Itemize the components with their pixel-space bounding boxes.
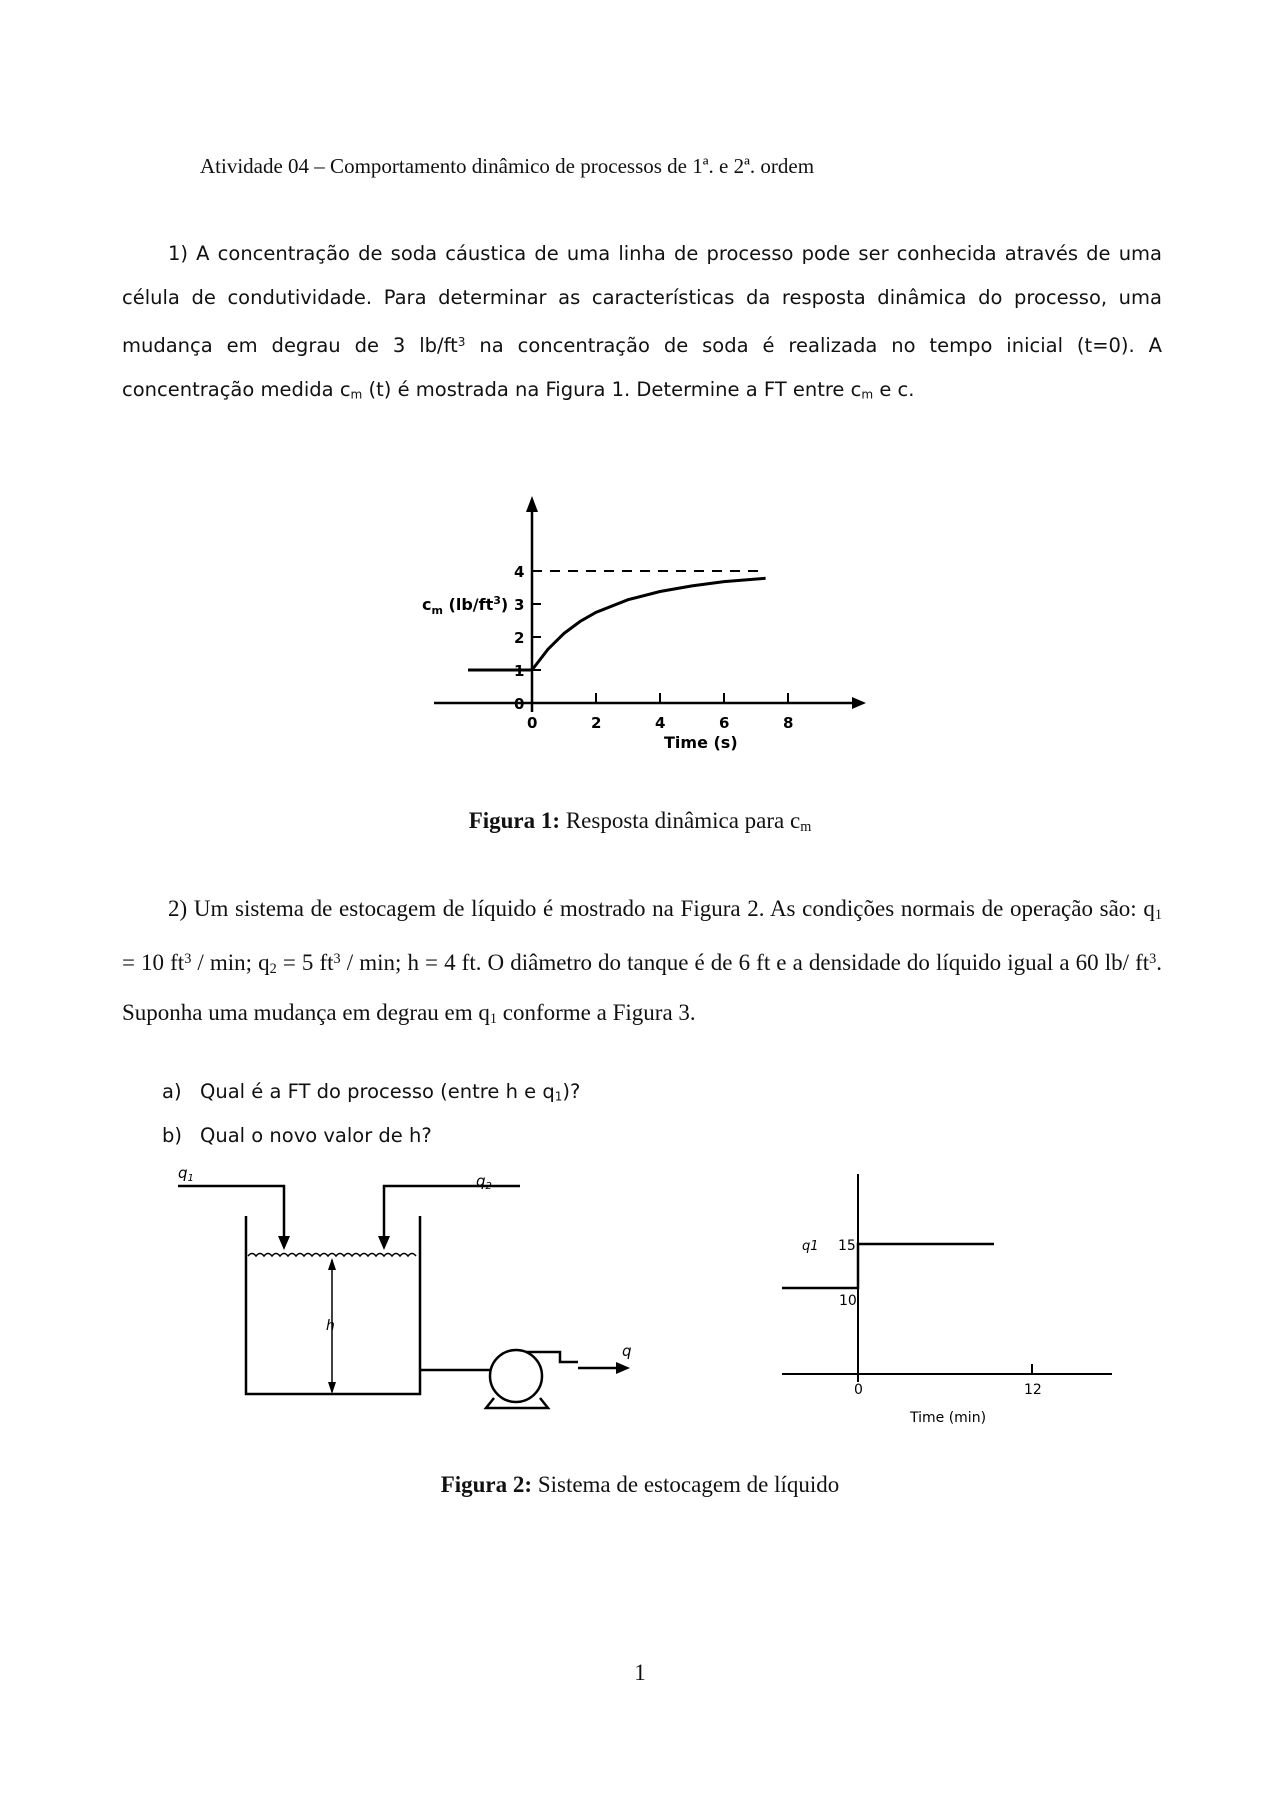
chart-y-tick-label-0: 0: [514, 695, 525, 713]
q1-subscript-2: m: [861, 387, 874, 402]
tank-diagram: [160, 1160, 640, 1430]
chart-y-tick-label-1: 1: [514, 662, 525, 680]
q1-subscript: m: [350, 387, 363, 402]
level-h-arrow-bottom: [328, 1382, 336, 1394]
q2-sup-1: 3: [184, 950, 192, 967]
inlet-q1-pipe: [178, 1186, 284, 1240]
item-a-marker: a): [162, 1080, 182, 1103]
chart-x-tick-label-0: 0: [527, 714, 538, 732]
pump-icon: [490, 1350, 542, 1402]
q2-sup-3: 3: [1149, 950, 1157, 967]
chart-y-tick-label-2: 2: [514, 629, 525, 647]
q2-text-f: . Suponha uma mudança em degrau em q: [122, 949, 1162, 1025]
figure-1-chart: [420, 490, 900, 770]
q2-sub-3: 1: [489, 1010, 498, 1027]
step-input-chart: [760, 1160, 1140, 1440]
tank-label-q: q: [622, 1342, 632, 1360]
question-1-paragraph: [122, 232, 1162, 416]
q1-text-part-c: (t) é mostrada na Figura 1. Determine a FT entre c: [362, 378, 862, 402]
figure-2-caption-label: Figura 2:: [440, 1472, 533, 1497]
chart-y-tick-label-3: 3: [514, 596, 525, 614]
item-a-end: )?: [562, 1080, 581, 1103]
figure-1-caption: [0, 808, 1280, 836]
chart-x-label: Time (s): [664, 733, 738, 752]
chart-y-axis-arrow: [526, 496, 538, 512]
q2-text-g: conforme a Figura 3.: [497, 999, 696, 1025]
step-low-value: 10: [839, 1293, 857, 1309]
chart-x-axis-arrow: [852, 697, 866, 709]
inlet-q2-pipe: [384, 1186, 520, 1240]
step-high-value: 15: [838, 1238, 856, 1254]
item-b-marker: b): [162, 1124, 182, 1147]
level-h-arrow-top: [328, 1258, 336, 1270]
step-y-label: q1: [802, 1239, 819, 1254]
q2-sub-2: 2: [269, 960, 277, 977]
q1-superscript: 3: [457, 335, 466, 349]
figure-2-caption: [0, 1472, 1280, 1498]
step-x-twelve: 12: [1024, 1382, 1042, 1398]
chart-y-tick-label-4: 4: [514, 563, 525, 581]
q1-text-part-a: 1) A concentração de soda cáustica de uma linha de processo pode ser conhecida através de uma célula de condutividade. Para determinar as características da resposta dinâmica do processo, uma mudança em degrau de 3 lb/ft: [122, 242, 1162, 358]
tank-label-h: h: [326, 1318, 335, 1334]
tank-label-q1: $q_1$: [178, 1164, 194, 1184]
page-title: Atividade 04 – Comportamento dinâmico de processos de 1ª. e 2ª. ordem: [200, 154, 815, 178]
q2-text-d: = 5 ft: [276, 949, 334, 975]
figure-1-caption-sub: m: [800, 818, 812, 835]
q2-sub-1: 1: [1154, 906, 1162, 923]
chart-y-label: $c_m$ $(lb/ft^3)$: [422, 594, 509, 617]
chart-x-tick-label-8: 8: [783, 714, 794, 732]
page-number: 1: [634, 1660, 646, 1685]
q2-text-c: / min; q: [191, 949, 270, 975]
q1-text-part-b: na concentração de soda é realizada no tempo inicial (t=0). A concentração medida c: [122, 334, 1163, 402]
item-a-sub: 1: [554, 1089, 563, 1104]
outlet-q-arrow: [616, 1362, 630, 1374]
liquid-surface: [248, 1254, 416, 1257]
chart-response-curve: [468, 578, 766, 670]
q2-text-a: 2) Um sistema de estocagem de líquido é mostrado na Figura 2. As condições normais de operação são: q: [168, 896, 1155, 921]
question-2-paragraph: [122, 887, 1162, 1041]
step-x-zero: 0: [854, 1382, 863, 1398]
item-b: [162, 1114, 580, 1158]
tank-walls: [246, 1216, 420, 1394]
item-a-text: Qual é a FT do processo (entre h e q: [200, 1080, 555, 1103]
question-2-items: [162, 1070, 580, 1158]
q2-text-b: = 10 ft: [122, 949, 185, 975]
item-a: [162, 1070, 580, 1114]
item-b-text: Qual o novo valor de h?: [200, 1124, 432, 1147]
chart-x-tick-label-4: 4: [655, 714, 666, 732]
chart-x-tick-label-6: 6: [719, 714, 730, 732]
q1-text-part-d: e c.: [873, 378, 915, 402]
q2-sup-2: 3: [333, 950, 341, 967]
figure-1-caption-label: Figura 1:: [468, 808, 561, 833]
q2-text-e: / min; h = 4 ft. O diâmetro do tanque é de 6 ft e a densidade do líquido igual a 60 lb/ ft: [340, 949, 1150, 975]
chart-x-tick-label-2: 2: [591, 714, 602, 732]
inlet-q2-arrow: [378, 1236, 390, 1250]
step-x-label: Time (min): [910, 1410, 987, 1426]
figure-1-caption-text: Resposta dinâmica para c: [560, 808, 801, 833]
figure-2-caption-text: Sistema de estocagem de líquido: [532, 1472, 840, 1497]
inlet-q1-arrow: [278, 1236, 290, 1250]
tank-label-q2: $q_2$: [476, 1172, 492, 1192]
